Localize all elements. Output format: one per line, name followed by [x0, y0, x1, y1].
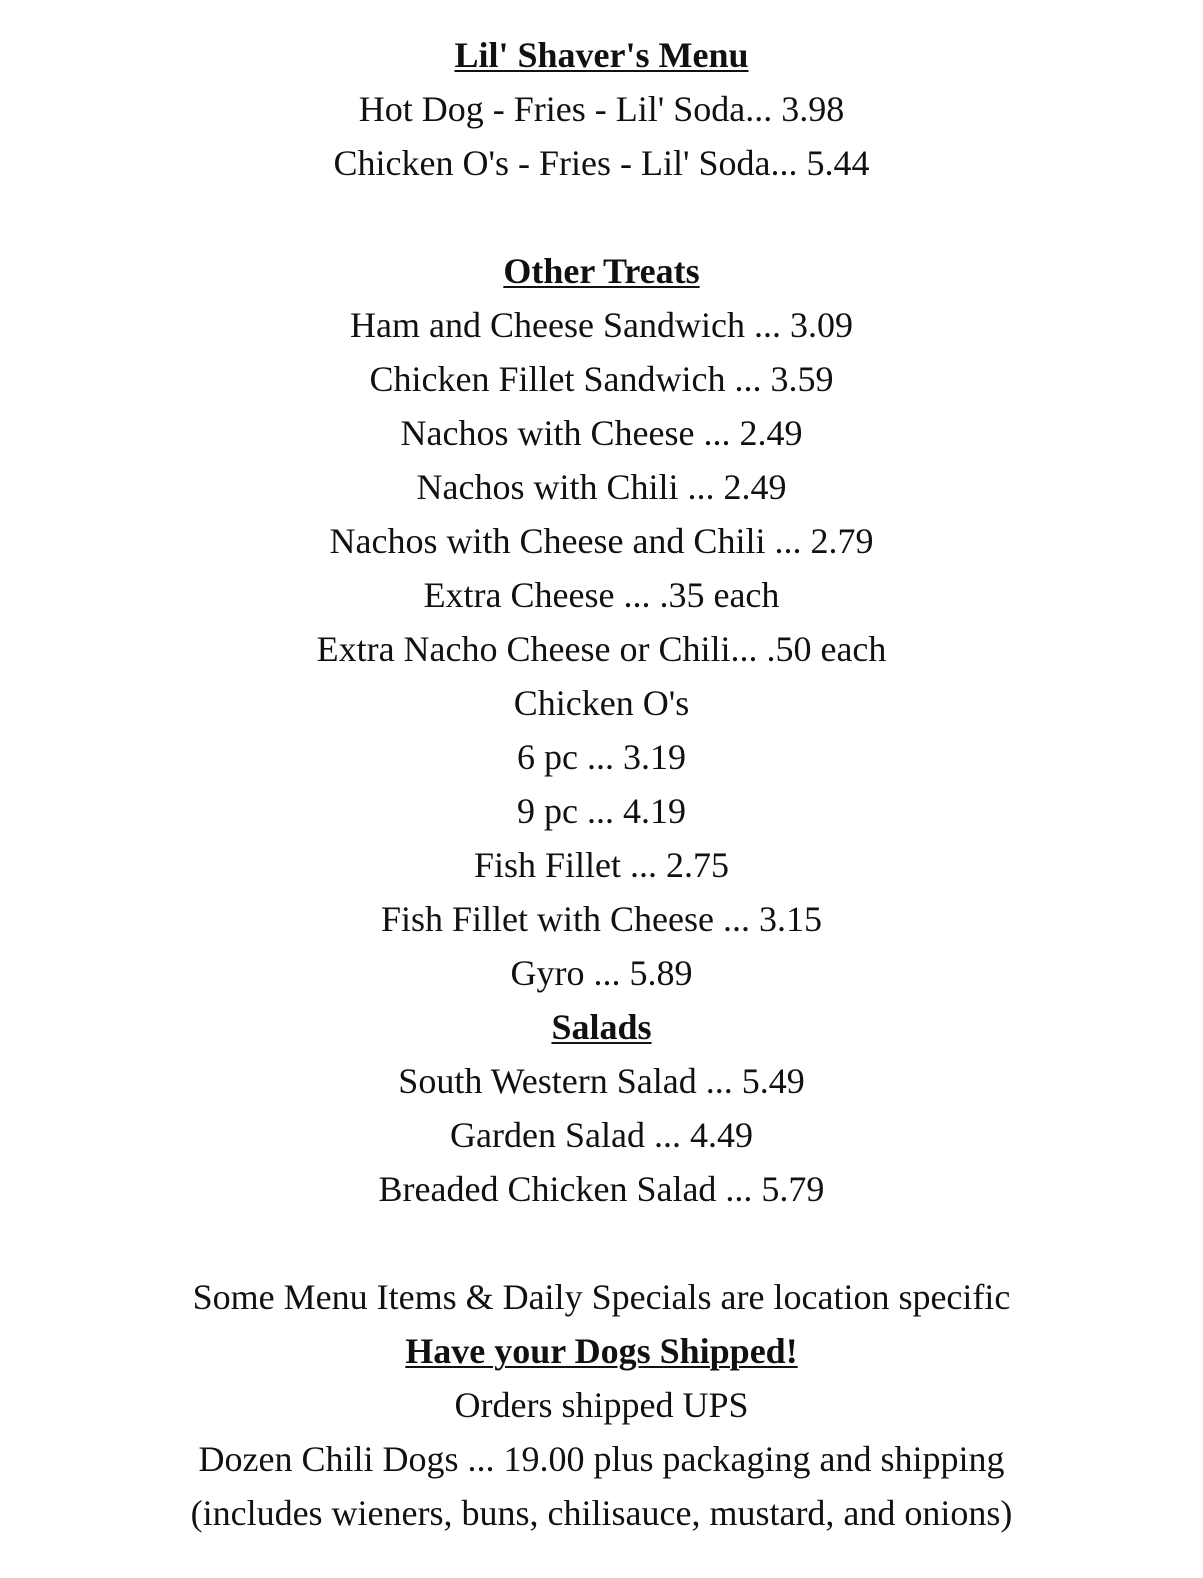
other-treats-list — [0, 298, 1203, 1000]
location-notice: Some Menu Items & Daily Specials are location specific — [192, 1277, 1011, 1317]
kids-menu-list — [0, 82, 1203, 190]
menu-item: Nachos with Cheese ... 2.49 — [400, 413, 803, 453]
salads-section — [0, 1000, 1203, 1216]
menu-item: South Western Salad ... 5.49 — [398, 1061, 805, 1101]
menu-item: Chicken Fillet Sandwich ... 3.59 — [369, 359, 834, 399]
menu-item: Extra Cheese ... .35 each — [423, 575, 780, 615]
shipping-line: Orders shipped UPS — [454, 1385, 749, 1425]
salads-list — [0, 1054, 1203, 1216]
menu-item: 6 pc ... 3.19 — [517, 737, 686, 777]
section-spacer — [0, 190, 1203, 244]
kids-menu-heading: Lil' Shaver's Menu — [454, 35, 749, 75]
menu-item: Hot Dog - Fries - Lil' Soda... 3.98 — [358, 89, 845, 129]
menu-item: Gyro ... 5.89 — [510, 953, 693, 993]
salads-heading: Salads — [551, 1007, 652, 1047]
shipping-section — [0, 1324, 1203, 1540]
menu-item: 9 pc ... 4.19 — [517, 791, 686, 831]
section-spacer — [0, 1216, 1203, 1270]
menu-item: Extra Nacho Cheese or Chili... .50 each — [316, 629, 887, 669]
menu-item: Nachos with Chili ... 2.49 — [416, 467, 787, 507]
menu-item: Nachos with Cheese and Chili ... 2.79 — [329, 521, 874, 561]
menu-item: Fish Fillet ... 2.75 — [473, 845, 730, 885]
menu-item: Chicken O's - Fries - Lil' Soda... 5.44 — [333, 143, 870, 183]
shipping-line: Dozen Chili Dogs ... 19.00 plus packaging and shipping — [198, 1439, 1005, 1479]
menu-item: Chicken O's — [513, 683, 690, 723]
menu-item: Ham and Cheese Sandwich ... 3.09 — [350, 305, 853, 345]
shipping-heading: Have your Dogs Shipped! — [405, 1331, 798, 1371]
other-treats-section — [0, 244, 1203, 1000]
menu-item: Fish Fillet with Cheese ... 3.15 — [381, 899, 822, 939]
kids-menu-section — [0, 28, 1203, 190]
other-treats-heading: Other Treats — [503, 251, 700, 291]
menu-item: Garden Salad ... 4.49 — [450, 1115, 753, 1155]
menu-item: Breaded Chicken Salad ... 5.79 — [378, 1169, 825, 1209]
shipping-line: (includes wieners, buns, chilisauce, mustard, and onions) — [190, 1493, 1013, 1533]
